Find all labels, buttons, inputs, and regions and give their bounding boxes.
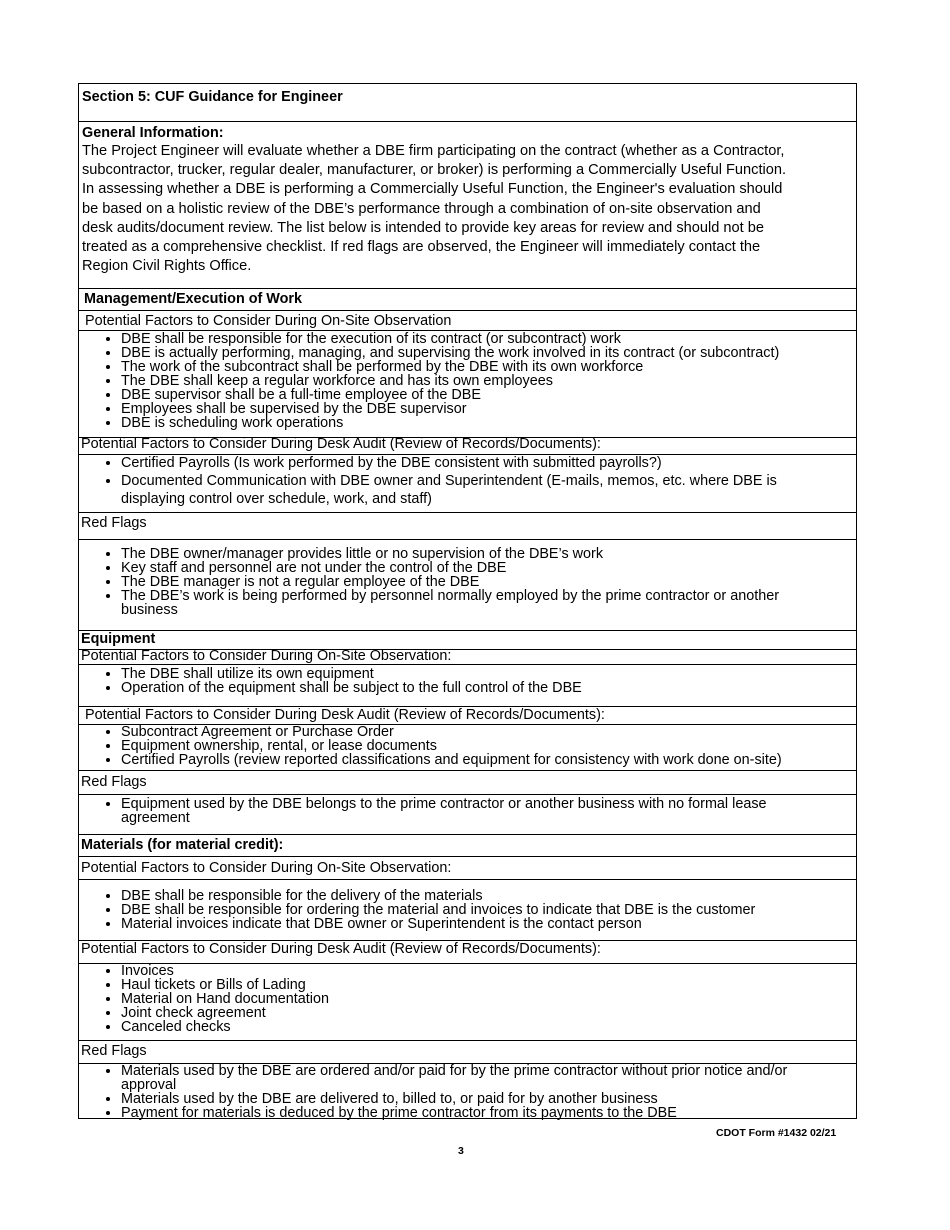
list-item: • Materials used by the DBE are delivered to, billed to, or paid for by another business bbox=[121, 1092, 856, 1106]
management-desk-list bbox=[79, 454, 856, 508]
materials-onsite-list bbox=[79, 889, 856, 931]
divider bbox=[79, 664, 856, 665]
list-item: • The DBE’s work is being performed by personnel normally employed by the prime contractor or another bbox=[121, 589, 856, 603]
management-desk-label: Potential Factors to Consider During Desk Audit (Review of Records/Documents): bbox=[81, 436, 601, 452]
management-red-flags-list bbox=[79, 547, 856, 617]
list-item: • Joint check agreement bbox=[121, 1006, 856, 1020]
materials-red-flags-list bbox=[79, 1064, 856, 1120]
section-title: Section 5: CUF Guidance for Engineer bbox=[82, 89, 343, 105]
list-item: • DBE is scheduling work operations bbox=[121, 416, 856, 430]
list-item: • Haul tickets or Bills of Lading bbox=[121, 978, 856, 992]
general-heading: General Information: bbox=[82, 125, 224, 141]
equipment-red-flags-label: Red Flags bbox=[81, 774, 147, 790]
equipment-heading: Equipment bbox=[81, 631, 156, 647]
list-item: • DBE shall be responsible for the execution of its contract (or subcontract) work bbox=[121, 332, 856, 346]
list-item: • The DBE owner/manager provides little or no supervision of the DBE’s work bbox=[121, 547, 856, 561]
list-item: • DBE supervisor shall be a full-time employee of the DBE bbox=[121, 388, 856, 402]
list-item: • Canceled checks bbox=[121, 1020, 856, 1034]
form-id: CDOT Form #1432 02/21 bbox=[716, 1127, 837, 1139]
list-item: • DBE shall be responsible for ordering the material and invoices to indicate that DBE is the customer bbox=[121, 903, 856, 917]
materials-onsite-label: Potential Factors to Consider During On-Site Observation: bbox=[81, 860, 452, 876]
divider bbox=[79, 288, 856, 289]
management-onsite-label: Potential Factors to Consider During On-Site Observation bbox=[85, 313, 452, 329]
divider bbox=[79, 512, 856, 513]
equipment-desk-list bbox=[79, 725, 856, 767]
divider bbox=[79, 770, 856, 771]
management-red-flags-label: Red Flags bbox=[81, 515, 147, 531]
general-line: Region Civil Rights Office. bbox=[82, 258, 252, 275]
general-paragraph bbox=[82, 142, 852, 276]
equipment-desk-label: Potential Factors to Consider During Desk Audit (Review of Records/Documents): bbox=[85, 707, 605, 723]
divider bbox=[79, 121, 856, 122]
list-item-continuation: displaying control over schedule, work, and staff) bbox=[121, 491, 432, 507]
management-onsite-list bbox=[79, 332, 856, 430]
list-item: • The DBE manager is not a regular employee of the DBE bbox=[121, 575, 856, 589]
general-line: The Project Engineer will evaluate whether a DBE firm participating on the contract (whether as a Contractor, bbox=[82, 143, 785, 159]
divider bbox=[79, 539, 856, 540]
divider bbox=[79, 856, 856, 857]
list-item: • Material on Hand documentation bbox=[121, 992, 856, 1006]
list-item: • Equipment used by the DBE belongs to the prime contractor or another business with no formal lease bbox=[121, 797, 856, 811]
list-item-continuation: agreement bbox=[121, 810, 190, 826]
cuf-guidance-table bbox=[78, 83, 857, 1119]
equipment-onsite-list bbox=[79, 667, 856, 695]
general-line: be based on a holistic review of the DBE’s performance through a combination of on-site observation and bbox=[82, 200, 761, 217]
list-item: • The DBE shall utilize its own equipment bbox=[121, 667, 856, 681]
list-item: • Material invoices indicate that DBE owner or Superintendent is the contact person bbox=[121, 917, 856, 931]
list-item: • Certified Payrolls (review reported classifications and equipment for consistency with work done on-site) bbox=[121, 753, 856, 767]
divider bbox=[79, 310, 856, 311]
list-item: • Equipment ownership, rental, or lease documents bbox=[121, 739, 856, 753]
materials-desk-list bbox=[79, 964, 856, 1034]
divider bbox=[79, 879, 856, 880]
equipment-onsite-label: Potential Factors to Consider During On-Site Observation: bbox=[81, 648, 452, 664]
divider bbox=[79, 834, 856, 835]
list-item: • Payment for materials is deduced by the prime contractor from its payments to the DBE bbox=[121, 1106, 856, 1120]
equipment-red-flags-list bbox=[79, 797, 856, 825]
list-item: • The work of the subcontract shall be performed by the DBE with its own workforce bbox=[121, 360, 856, 374]
list-item: • DBE shall be responsible for the delivery of the materials bbox=[121, 889, 856, 903]
general-line: treated as a comprehensive checklist. If red flags are observed, the Engineer will immediately contact the bbox=[82, 239, 761, 256]
materials-desk-label: Potential Factors to Consider During Desk Audit (Review of Records/Documents): bbox=[81, 941, 601, 957]
list-item: • Certified Payrolls (Is work performed by the DBE consistent with submitted payrolls?) bbox=[121, 454, 856, 472]
general-line: In assessing whether a DBE is performing a Commercially Useful Function, the Engineer's evaluation should bbox=[82, 181, 783, 198]
list-item: • Documented Communication with DBE owner and Superintendent (E-mails, memos, etc. where DBE is bbox=[121, 472, 856, 490]
list-item: • DBE is actually performing, managing, and supervising the work involved in its contract (or subcontract) bbox=[121, 346, 856, 360]
list-item: • The DBE shall keep a regular workforce and has its own employees bbox=[121, 374, 856, 388]
page-number: 3 bbox=[458, 1145, 464, 1157]
list-item: • Subcontract Agreement or Purchase Order bbox=[121, 725, 856, 739]
divider bbox=[79, 1040, 856, 1041]
list-item: • Employees shall be supervised by the DBE supervisor bbox=[121, 402, 856, 416]
materials-heading: Materials (for material credit): bbox=[81, 837, 284, 853]
divider bbox=[79, 794, 856, 795]
management-heading: Management/Execution of Work bbox=[84, 291, 303, 307]
list-item: • Invoices bbox=[121, 964, 856, 978]
general-line: desk audits/document review. The list below is intended to provide key areas for review and should not be bbox=[82, 219, 764, 236]
materials-red-flags-label: Red Flags bbox=[81, 1043, 147, 1059]
list-item: • Materials used by the DBE are ordered and/or paid for by the prime contractor without prior notice and/or bbox=[121, 1064, 856, 1078]
list-item-continuation: business bbox=[121, 602, 178, 618]
list-item-continuation: approval bbox=[121, 1077, 177, 1093]
list-item: • Operation of the equipment shall be subject to the full control of the DBE bbox=[121, 681, 856, 695]
general-line: subcontractor, trucker, regular dealer, manufacturer, or broker) is performing a Commercially Useful Function. bbox=[82, 162, 787, 179]
list-item: • Key staff and personnel are not under the control of the DBE bbox=[121, 561, 856, 575]
